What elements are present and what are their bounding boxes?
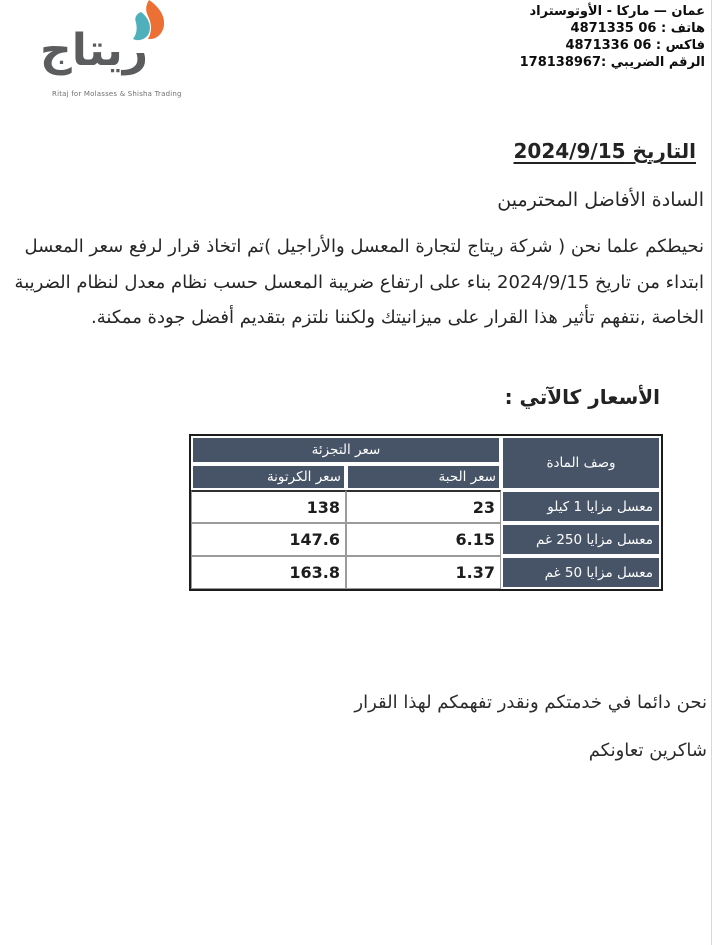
company-logo [40,0,180,104]
table-cell-unit-price: 1.37 [346,556,501,589]
prices-heading: الأسعار كالآتي : [504,385,660,409]
contact-fax: فاكس : 06 4871336 [565,38,705,53]
logo-wordmark: ريتاج [40,25,149,76]
greeting-line: السادة الأفاضل المحترمين [497,189,704,211]
contact-address: عمان — ماركا - الأوتوستراد [529,4,705,19]
letter-body [15,229,704,336]
contact-tax-number: الرقم الضريبي :178138967 [519,55,705,70]
table-cell-description: معسل مزايا 1 كيلو [501,490,661,523]
table-header-retail-price: سعر التجزئة [191,436,501,464]
table-header-unit-price: سعر الحبة [346,464,501,490]
table-cell-carton-price: 147.6 [191,523,346,556]
contact-block [520,3,705,71]
date-line: التاريخ 2024/9/15 [513,139,696,163]
table-cell-unit-price: 6.15 [346,523,501,556]
contact-phone: هاتف : 06 4871335 [570,21,705,36]
price-table [189,434,663,591]
scan-edge-line [711,0,712,945]
closing-line-2: شاكرين تعاونكم [588,740,707,761]
table-cell-description: معسل مزايا 250 غم [501,523,661,556]
table-header-carton-price: سعر الكرتونة [191,464,346,490]
logo-subtitle: Ritaj for Molasses & Shisha Trading [52,90,182,98]
body-line-2: ابتداء من تاريخ 2024/9/15 بناء على ارتفاع ضريبة المعسل حسب نظام معدل لنظام الضريبة [14,271,704,293]
closing-line-1: نحن دائما في خدمتكم ونقدر تفهمكم لهذا القرار [354,692,707,713]
table-header-item-description: وصف المادة [501,436,661,490]
table-cell-description: معسل مزايا 50 غم [501,556,661,589]
table-cell-carton-price: 163.8 [191,556,346,589]
table-cell-unit-price: 23 [346,490,501,523]
table-cell-carton-price: 138 [191,490,346,523]
body-line-1: نحيطكم علما نحن ( شركة ريتاج لتجارة المعسل والأراجيل )تم اتخاذ قرار لرفع سعر المعسل [24,236,704,257]
body-line-3: الخاصة ,نتفهم تأثير هذا القرار على ميزانيتك ولكننا نلتزم بتقديم أفضل جودة ممكنة. [91,307,704,328]
